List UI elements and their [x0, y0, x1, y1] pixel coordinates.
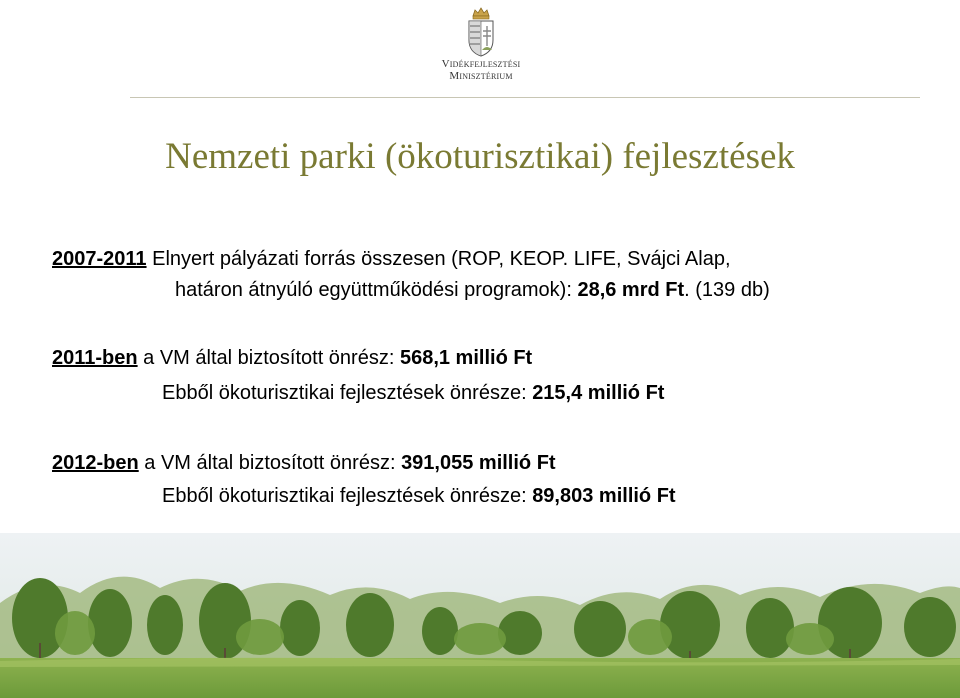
block1-line1 [52, 247, 731, 271]
org-name-line1: Vidékfejlesztési [441, 58, 521, 70]
block3-line1-text: a VM által biztosított önrész: [138, 452, 402, 474]
block1-year: 2007-2011 [52, 248, 147, 270]
ministry-logo [433, 6, 529, 82]
block3-line2-text: Ebből ökoturisztikai fejlesztések önrésze: [162, 485, 533, 507]
org-name-line2: Minisztérium [449, 70, 513, 82]
block3-line2 [162, 484, 676, 508]
block1-line2-post: . (139 db) [684, 279, 770, 301]
block1-line1-text: Elnyert pályázati forrás összesen (ROP, KEOP. LIFE, Svájci Alap, [146, 248, 731, 270]
block3-line1 [52, 451, 556, 475]
page-title: Nemzeti parki (ökoturisztikai) fejlesztések [165, 136, 795, 177]
block2-line2 [162, 381, 664, 405]
landscape-photo [0, 533, 960, 698]
block1-line2-text: határon átnyúló együttműködési programok): [175, 279, 578, 301]
block2-line2-text: Ebből ökoturisztikai fejlesztések önrésze: [162, 382, 533, 404]
block2-line1-text: a VM által biztosított önrész: [137, 347, 400, 369]
block2-year: 2011-ben [52, 347, 138, 369]
block3-amount1: 391,055 millió Ft [401, 452, 556, 474]
block3-amount2: 89,803 millió Ft [532, 485, 676, 507]
block2-amount2: 215,4 millió Ft [532, 382, 665, 404]
block2-amount1: 568,1 millió Ft [399, 347, 533, 369]
block1-amount: 28,6 mrd Ft [577, 279, 685, 301]
block2-line1 [52, 346, 532, 370]
block1-line2 [175, 278, 770, 302]
block3-year: 2012-ben [52, 452, 139, 474]
meadow-trees-image [0, 533, 960, 698]
header-divider [130, 97, 920, 98]
hungarian-coat-of-arms-icon [461, 6, 501, 58]
